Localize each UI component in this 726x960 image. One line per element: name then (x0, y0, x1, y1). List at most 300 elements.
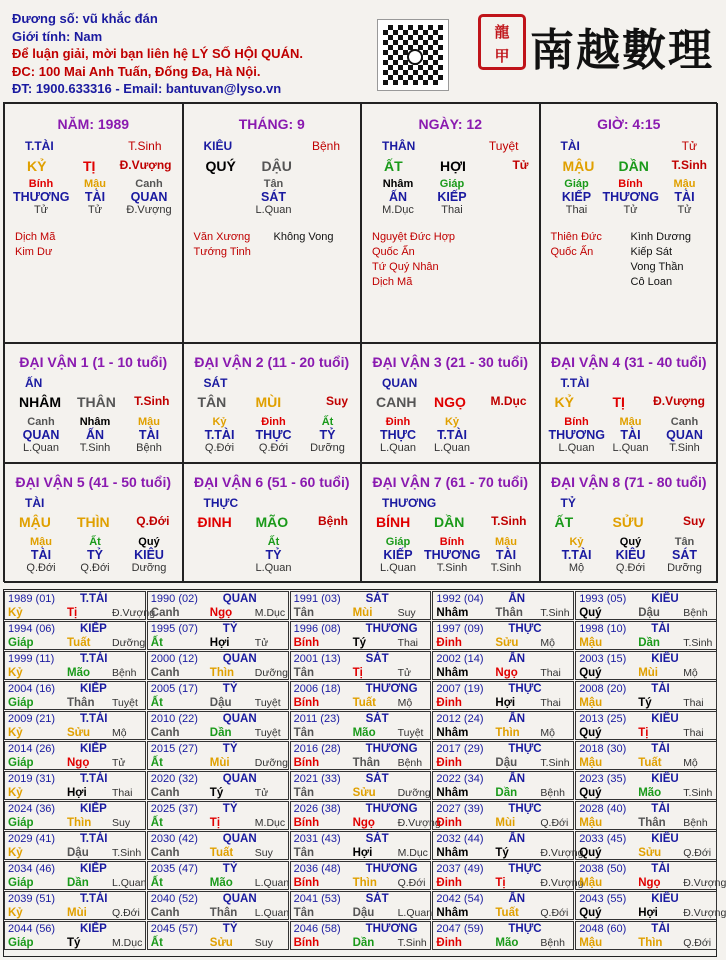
pillar-title: THÁNG: 9 (238, 116, 305, 132)
branch-state: T.Sinh (128, 139, 162, 153)
year-branch: Thân (495, 607, 523, 619)
hidden-stem-god: TỶ (319, 428, 336, 442)
year-label: 2011 (23) (293, 713, 340, 725)
year-branch: Sửu (352, 787, 376, 799)
hidden-stem-god: KIẾP (437, 190, 467, 204)
year-cell (147, 591, 289, 620)
year-label: 2002 (14) (436, 653, 484, 665)
hidden-stem (603, 416, 659, 455)
year-stem: Giáp (8, 637, 34, 649)
dai-van-god (362, 376, 539, 392)
year-branch: Tị (209, 817, 221, 829)
year-label: 2030 (42) (150, 833, 198, 845)
year-label: 1993 (05) (579, 593, 627, 605)
year-stem: Ất (150, 817, 163, 829)
year-label: 2037 (49) (436, 863, 484, 875)
year-stem: Kỷ (8, 607, 23, 619)
year-cell (432, 711, 574, 740)
year-god: TÀI (651, 623, 670, 635)
year-label: 2027 (39) (436, 803, 484, 815)
hidden-stem-name: Tân (263, 178, 284, 190)
year-god: TỶ (222, 923, 238, 935)
year-cell (147, 831, 289, 860)
hidden-stem-god: T.TÀI (437, 428, 467, 442)
year-state: Mộ (683, 757, 698, 769)
hidden-stem (657, 536, 713, 575)
stem: CANH (376, 394, 417, 410)
year-table (3, 589, 726, 957)
year-stem: Ất (150, 937, 163, 949)
year-cell (290, 801, 441, 830)
year-state: Thai (112, 787, 133, 799)
year-state: Dưỡng (112, 637, 146, 649)
year-god: TỶ (222, 623, 238, 635)
year-cell (290, 921, 432, 950)
stem-god: TÀI (25, 496, 45, 510)
hidden-stem-name: Mậu (673, 178, 696, 190)
hidden-stem-name: Ất (89, 536, 101, 548)
hidden-stems (362, 536, 539, 582)
year-stem: Canh (150, 667, 180, 679)
year-god: SÁT (365, 893, 389, 905)
year-label: 2000 (12) (150, 653, 198, 665)
year-stem: Tân (293, 787, 315, 799)
hidden-stem-state: Dưỡng (310, 442, 345, 454)
stem-state: Đ.Vượng (119, 158, 172, 172)
hidden-stems (5, 416, 182, 462)
year-cell (4, 921, 146, 950)
branch: HỢI (440, 158, 466, 174)
hidden-stem-name: Mậu (30, 536, 52, 548)
pillar-gods (5, 139, 182, 155)
year-label: 1999 (11) (8, 653, 55, 665)
hidden-stem-god: KIÊU (615, 548, 646, 562)
year-god: ẤN (508, 833, 526, 845)
hidden-stem-name: Đinh (261, 416, 286, 428)
branch: MÙI (255, 394, 282, 410)
year-god: TỶ (222, 683, 238, 695)
hidden-stem-god: KIẾP (561, 190, 592, 204)
year-state: Bệnh (683, 607, 708, 619)
year-state: Thai (540, 667, 561, 679)
dai-van-title: ĐẠI VẬN 2 (11 - 20 tuổi) (194, 354, 350, 370)
year-cell (147, 771, 289, 800)
stem-god: SÁT (203, 376, 228, 390)
pillar-0 (4, 103, 183, 343)
hidden-stems (184, 536, 361, 582)
stem-branch (362, 158, 539, 176)
hidden-stem (424, 178, 480, 217)
pillar-title: GIỜ: 4:15 (597, 116, 661, 132)
year-god: QUAN (222, 833, 257, 845)
year-god: KIẾP (80, 683, 107, 695)
hidden-stem (246, 178, 302, 217)
hidden-stem (370, 178, 426, 217)
hidden-stem (424, 416, 480, 455)
stem: QUÝ (205, 158, 236, 174)
hidden-stems (362, 416, 539, 462)
hidden-stem-god: TỶ (87, 548, 103, 562)
hidden-stem-god: T.TÀI (561, 548, 592, 562)
hidden-stem-name: Đinh (385, 416, 411, 428)
year-cell (147, 711, 289, 740)
year-branch: Tuất (67, 637, 91, 649)
year-state: L.Quan (397, 907, 433, 919)
year-god: QUAN (222, 713, 257, 725)
year-cell (290, 741, 432, 770)
star: Cô Loan (630, 276, 673, 288)
hidden-stem (192, 416, 248, 455)
pillar-3 (540, 103, 719, 343)
year-cell (4, 861, 146, 890)
stem: ẤT (554, 514, 574, 530)
year-stem: Kỷ (8, 847, 23, 859)
hidden-stem (246, 536, 302, 575)
hidden-stem-state: Dưỡng (131, 562, 167, 574)
hidden-stem-god: QUAN (22, 428, 60, 442)
stem-state: T.Sinh (491, 514, 527, 528)
year-cell (290, 891, 432, 920)
hidden-stem (13, 416, 69, 455)
hidden-stem-state: Tử (33, 204, 49, 216)
star: Văn Xương (193, 231, 251, 243)
year-stem: Đinh (436, 757, 462, 769)
star: Dịch Mã (15, 231, 56, 243)
stem-state: Suy (325, 394, 348, 408)
hidden-stem-name: Mậu (138, 416, 160, 428)
year-cell (432, 891, 574, 920)
year-branch: Mùi (495, 817, 516, 829)
dai-van-god (541, 496, 718, 512)
year-branch: Thân (67, 697, 95, 709)
hidden-stem-state: Mộ (568, 562, 585, 574)
pillar-gods (362, 139, 539, 155)
year-label: 2023 (35) (579, 773, 627, 785)
dai-van-title: ĐẠI VẬN 3 (21 - 30 tuổi) (372, 354, 529, 370)
year-stem: Canh (150, 907, 180, 919)
hidden-stem-state: Q.Đới (204, 442, 235, 454)
year-state: Suy (397, 607, 416, 619)
star: Dịch Mã (372, 276, 413, 288)
year-state: Q.Đới (112, 907, 140, 919)
year-state: Dưỡng (397, 787, 431, 799)
year-stem: Tân (293, 907, 315, 919)
year-branch: Thìn (638, 937, 663, 949)
year-cell (147, 801, 289, 830)
year-cell (147, 861, 289, 890)
stem: MẬU (562, 158, 595, 174)
hidden-stem-god: TÀI (30, 548, 52, 562)
hidden-stem-god: TÀI (674, 190, 695, 204)
year-branch: Mùi (209, 757, 230, 769)
year-stem: Ất (150, 697, 163, 709)
year-state: Q.Đới (683, 847, 712, 859)
year-state: Thai (397, 637, 419, 649)
year-stem: Bính (293, 877, 320, 889)
hidden-stems (5, 536, 182, 582)
year-cell (575, 771, 717, 800)
year-state: Tuyệt (397, 727, 424, 739)
year-label: 2035 (47) (150, 863, 198, 875)
year-label: 2003 (15) (579, 653, 627, 665)
year-god: THƯƠNG (365, 743, 418, 755)
year-stem: Ất (150, 637, 163, 649)
year-state: Đ.Vượng (397, 817, 441, 829)
year-label: 2026 (38) (293, 803, 341, 815)
year-state: Thai (683, 727, 704, 739)
hidden-stem-name: Nhâm (79, 416, 111, 428)
year-stem: Bính (293, 697, 320, 709)
year-god: KIÊU (651, 893, 679, 905)
year-cell (575, 921, 717, 950)
hidden-stem (603, 178, 659, 217)
year-god: TÀI (651, 743, 670, 755)
hidden-stem-state: Bệnh (136, 442, 162, 454)
hidden-stem-state: T.Sinh (79, 442, 111, 454)
hidden-stem (67, 536, 123, 575)
year-branch: Dần (67, 877, 89, 889)
year-state: Tử (254, 787, 269, 799)
stem-branch (5, 394, 182, 412)
branch: DẦN (434, 514, 465, 530)
year-stem: Bính (293, 637, 320, 649)
hidden-stem (549, 536, 605, 575)
year-state: Mộ (683, 667, 698, 679)
year-cell (290, 711, 432, 740)
year-label: 2008 (20) (579, 683, 627, 695)
year-label: 1992 (04) (436, 593, 484, 605)
year-stem: Nhâm (436, 667, 469, 679)
stem-god: TỶ (560, 496, 576, 510)
stem-state: Đ.Vượng (653, 394, 705, 408)
hidden-stem-state: M.Dục (382, 204, 414, 216)
hidden-stem-name: Kỷ (444, 416, 460, 428)
year-stem: Quý (579, 907, 602, 919)
year-god: KIÊU (651, 773, 679, 785)
branch-state: Tử (681, 139, 697, 153)
year-state: Dưỡng (254, 757, 288, 769)
year-label: 2032 (44) (436, 833, 484, 845)
year-label: 2020 (32) (150, 773, 198, 785)
hidden-stems (184, 178, 361, 224)
stem-state: Suy (682, 514, 705, 528)
pillar-title: NGÀY: 12 (418, 116, 483, 132)
hidden-stem-god: ẤN (85, 428, 105, 442)
hidden-stem-state: Q.Đới (258, 442, 289, 454)
hidden-stem-god: T.TÀI (204, 428, 235, 442)
year-label: 1994 (06) (8, 623, 56, 635)
year-label: 1998 (10) (579, 623, 627, 635)
hidden-stem-god: TÀI (84, 190, 106, 204)
year-state: Đ.Vượng (112, 607, 156, 619)
hidden-stem-god: TÀI (138, 428, 160, 442)
year-state: Bệnh (397, 757, 423, 769)
year-god: THƯƠNG (365, 863, 418, 875)
hidden-stems (541, 178, 718, 224)
stem-god: THỰC (203, 496, 239, 510)
year-label: 2004 (16) (8, 683, 56, 695)
year-stem: Bính (293, 757, 320, 769)
year-state: Bệnh (112, 667, 137, 679)
year-stem: Giáp (8, 877, 34, 889)
year-branch: Tuất (638, 757, 662, 769)
hidden-stem-name: Ất (267, 536, 280, 548)
year-god: T.TÀI (80, 653, 108, 665)
year-god: KIẾP (80, 863, 107, 875)
year-god: SÁT (365, 653, 389, 665)
year-label: 2015 (27) (150, 743, 198, 755)
year-cell (432, 591, 574, 620)
year-cell (4, 711, 146, 740)
year-label: 2005 (17) (150, 683, 198, 695)
year-cell (575, 591, 717, 620)
year-state: Q.Đới (540, 907, 569, 919)
stem: KỶ (27, 158, 47, 174)
hidden-stem (603, 536, 659, 575)
hidden-stem (657, 416, 713, 455)
year-stem: Nhâm (436, 607, 469, 619)
year-cell (432, 621, 574, 650)
year-god: TỶ (222, 803, 238, 815)
year-stem: Mậu (579, 817, 603, 829)
hidden-stem (370, 536, 426, 575)
stem-state: T.Sinh (671, 158, 707, 172)
year-stem: Bính (293, 817, 320, 829)
year-god: THƯƠNG (365, 923, 418, 935)
stem-god: THÂN (382, 139, 416, 153)
year-state: Suy (112, 817, 131, 829)
year-state: Đ.Vượng (540, 847, 584, 859)
year-stem: Tân (293, 667, 315, 679)
year-state: Bệnh (683, 817, 708, 829)
year-cell (4, 681, 146, 710)
year-cell (575, 681, 717, 710)
year-god: KIÊU (651, 833, 679, 845)
branch-state: Bệnh (311, 139, 340, 153)
year-label: 2001 (13) (293, 653, 341, 665)
year-cell (290, 591, 432, 620)
year-label: 2046 (58) (293, 923, 341, 935)
year-cell (147, 681, 289, 710)
year-state: Bệnh (540, 937, 565, 949)
year-label: 1990 (02) (150, 593, 198, 605)
hidden-stem-state: L.Quan (558, 442, 595, 454)
year-label: 2025 (37) (150, 803, 198, 815)
year-label: 2007 (19) (436, 683, 484, 695)
year-stem: Canh (150, 847, 180, 859)
header-line: Giới tính: Nam (12, 28, 103, 44)
stem-branch (5, 158, 182, 176)
year-stem: Canh (150, 787, 180, 799)
year-branch: Mão (495, 937, 519, 949)
year-label: 2036 (48) (293, 863, 341, 875)
year-label: 2038 (50) (579, 863, 627, 875)
hidden-stem-god: SÁT (261, 190, 286, 204)
year-branch: Tý (495, 847, 509, 859)
year-branch: Thân (209, 907, 238, 919)
hidden-stem-god: THƯƠNG (602, 190, 659, 204)
hidden-stem (121, 416, 177, 455)
year-branch: Hợi (67, 787, 87, 799)
stem-branch (184, 394, 361, 412)
year-label: 2042 (54) (436, 893, 484, 905)
year-god: THỰC (508, 623, 542, 635)
year-label: 2018 (30) (579, 743, 627, 755)
year-cell (290, 621, 432, 650)
year-branch: Thân (352, 757, 381, 769)
branch: SỬU (612, 514, 644, 530)
year-cell (290, 861, 432, 890)
year-branch: Tý (352, 637, 367, 649)
hidden-stem (13, 178, 69, 217)
year-branch: Thìn (352, 877, 377, 889)
year-stem: Đinh (436, 817, 462, 829)
hidden-stem-state: Tử (87, 204, 103, 216)
hidden-stem (424, 536, 480, 575)
year-branch: Ngọ (495, 667, 518, 679)
hidden-stem-god: ẤN (388, 190, 408, 204)
year-state: T.Sinh (397, 937, 427, 949)
stem-branch (362, 514, 539, 532)
year-god: KIÊU (651, 593, 679, 605)
year-state: L.Quan (254, 877, 290, 889)
year-cell (147, 741, 289, 770)
seal-logo: 龍 甲 (478, 14, 526, 70)
year-cell (575, 831, 717, 860)
hidden-stem-name: Mậu (84, 178, 106, 190)
stem-god: T.TÀI (25, 139, 54, 153)
year-god: THƯƠNG (365, 683, 418, 695)
stem-state: Bệnh (318, 514, 348, 528)
year-branch: Dậu (352, 907, 375, 919)
hidden-stem-name: Bính (564, 416, 589, 428)
hidden-stem-name: Giáp (385, 536, 411, 548)
year-branch: Thìn (495, 727, 520, 739)
year-branch: Mão (67, 667, 90, 679)
year-label: 2006 (18) (293, 683, 341, 695)
year-cell (4, 591, 156, 620)
year-god: KIẾP (80, 803, 107, 815)
year-stem: Giáp (8, 817, 34, 829)
year-god: TÀI (651, 683, 670, 695)
year-stem: Tân (293, 727, 315, 739)
year-god: SÁT (365, 713, 389, 725)
year-cell (290, 771, 432, 800)
year-state: Suy (254, 937, 273, 949)
year-god: THỰC (508, 683, 542, 695)
stem-god: ẤN (25, 376, 43, 390)
year-branch: Dần (352, 937, 375, 949)
pillar-1 (183, 103, 362, 343)
year-stem: Kỷ (8, 667, 23, 679)
year-label: 1997 (09) (436, 623, 484, 635)
pillar-2 (361, 103, 540, 343)
year-label: 2014 (26) (8, 743, 56, 755)
hidden-stem-state: L.Quan (612, 442, 649, 454)
hidden-stem (657, 178, 713, 217)
year-state: Tử (112, 757, 126, 769)
hidden-stem-name: Kỷ (569, 536, 584, 548)
header-line: ĐC: 100 Mai Anh Tuấn, Đống Đa, Hà Nội. (12, 63, 261, 79)
hidden-stem-god: THƯƠNG (13, 190, 70, 204)
stem-god: THƯƠNG (382, 496, 437, 510)
year-branch: Ngọ (209, 607, 233, 619)
year-branch: Thìn (209, 667, 235, 679)
brand-title: 南越數理 (530, 25, 714, 76)
year-state: T.Sinh (683, 787, 713, 799)
year-branch: Mão (209, 877, 233, 889)
stem: NHÂM (19, 394, 61, 410)
